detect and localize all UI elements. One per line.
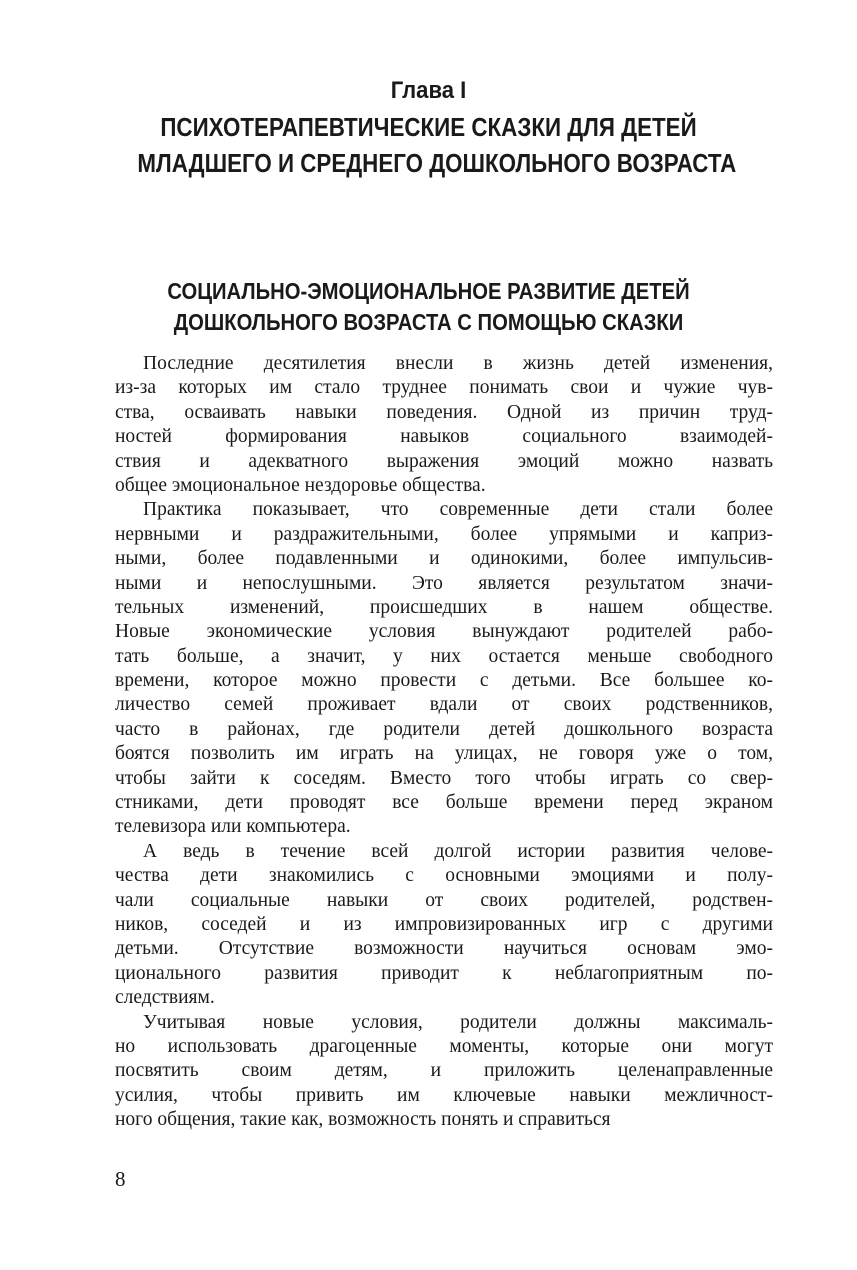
page-number: 8	[115, 1167, 126, 1191]
text-line: Последние десятилетия внесли в жизнь детей изменения,	[143, 353, 773, 374]
text-line: чества дети знакомились с основными эмоциями и полу-	[115, 865, 773, 887]
chapter-title-line: МЛАДШЕГО И СРЕДНЕГО ДОШКОЛЬНОГО ВОЗРАСТА	[137, 148, 737, 178]
text-line: Новые экономические условия вынуждают родителей рабо-	[115, 621, 773, 643]
section-title-line: СОЦИАЛЬНО-ЭМОЦИОНАЛЬНОЕ РАЗВИТИЕ ДЕТЕЙ	[167, 278, 690, 304]
text-line: нервными и раздражительными, более упрямыми и каприз-	[115, 523, 773, 545]
text-line: ства, осваивать навыки поведения. Одной из причин труд-	[115, 401, 773, 423]
text-line: усилия, чтобы привить им ключевые навыки межличност-	[115, 1084, 773, 1106]
text-line: но использовать драгоценные моменты, которые они могут	[115, 1035, 773, 1057]
chapter-title	[137, 109, 737, 181]
text-line: личество семей проживает вдали от своих родственников,	[115, 694, 773, 716]
paragraph	[115, 352, 773, 498]
text-line: детьми. Отсутствие возможности научиться основам эмо-	[115, 938, 773, 960]
chapter-label: Глава I	[390, 77, 467, 104]
section-title	[131, 276, 727, 338]
text-line: Практика показывает, что современные дети стали более	[143, 499, 773, 521]
text-line: ствия и адекватного выражения эмоций можно назвать	[115, 450, 773, 472]
text-line: общее эмоциональное нездоровье общества.	[115, 474, 486, 496]
text-line: следствиям.	[115, 987, 215, 1009]
text-line: А ведь в течение всей долгой истории развития челове-	[143, 840, 773, 862]
text-line: посвятить своим детям, и приложить целенаправленные	[115, 1060, 773, 1082]
paragraph	[115, 498, 773, 839]
text-line: Учитывая новые условия, родители должны максималь-	[143, 1011, 773, 1033]
section-title-line: ДОШКОЛЬНОГО ВОЗРАСТА С ПОМОЩЬЮ СКАЗКИ	[173, 309, 684, 335]
text-line: из-за которых им стало труднее понимать свои и чужие чув-	[115, 377, 773, 399]
text-line: ников, соседей и из импровизированных игр с другими	[115, 913, 773, 935]
text-line: ностей формирования навыков социального взаимодей-	[115, 426, 773, 448]
chapter-title-line: ПСИХОТЕРАПЕВТИЧЕСКИЕ СКАЗКИ ДЛЯ ДЕТЕЙ	[160, 112, 697, 142]
text-line: тельных изменений, происшедших в нашем обществе.	[115, 596, 773, 618]
text-line: чтобы зайти к соседям. Вместо того чтобы играть со свер-	[115, 767, 773, 789]
text-line: ционального развития приводит к неблагоприятным по-	[115, 962, 773, 984]
text-line: часто в районах, где родители детей дошкольного возраста	[115, 718, 773, 740]
text-line: боятся позволить им играть на улицах, не говоря уже о том,	[115, 743, 773, 765]
text-line: ными, более подавленными и одинокими, более импульсив-	[115, 548, 773, 570]
body-text	[115, 352, 773, 1133]
text-line: чали социальные навыки от своих родителей, родствен-	[115, 889, 773, 911]
text-line: телевизора или компьютера.	[115, 816, 351, 838]
text-line: ными и непослушными. Это является результатом значи-	[115, 572, 773, 594]
text-line: тать больше, а значит, у них остается меньше свободного	[115, 645, 773, 667]
paragraph	[115, 840, 773, 1011]
paragraph	[115, 1011, 773, 1133]
text-line: ного общения, такие как, возможность понять и справиться	[115, 1109, 611, 1131]
text-line: стниками, дети проводят все больше времени перед экраном	[115, 792, 773, 814]
text-line: времени, которое можно провести с детьми. Все большее ко-	[115, 670, 773, 692]
